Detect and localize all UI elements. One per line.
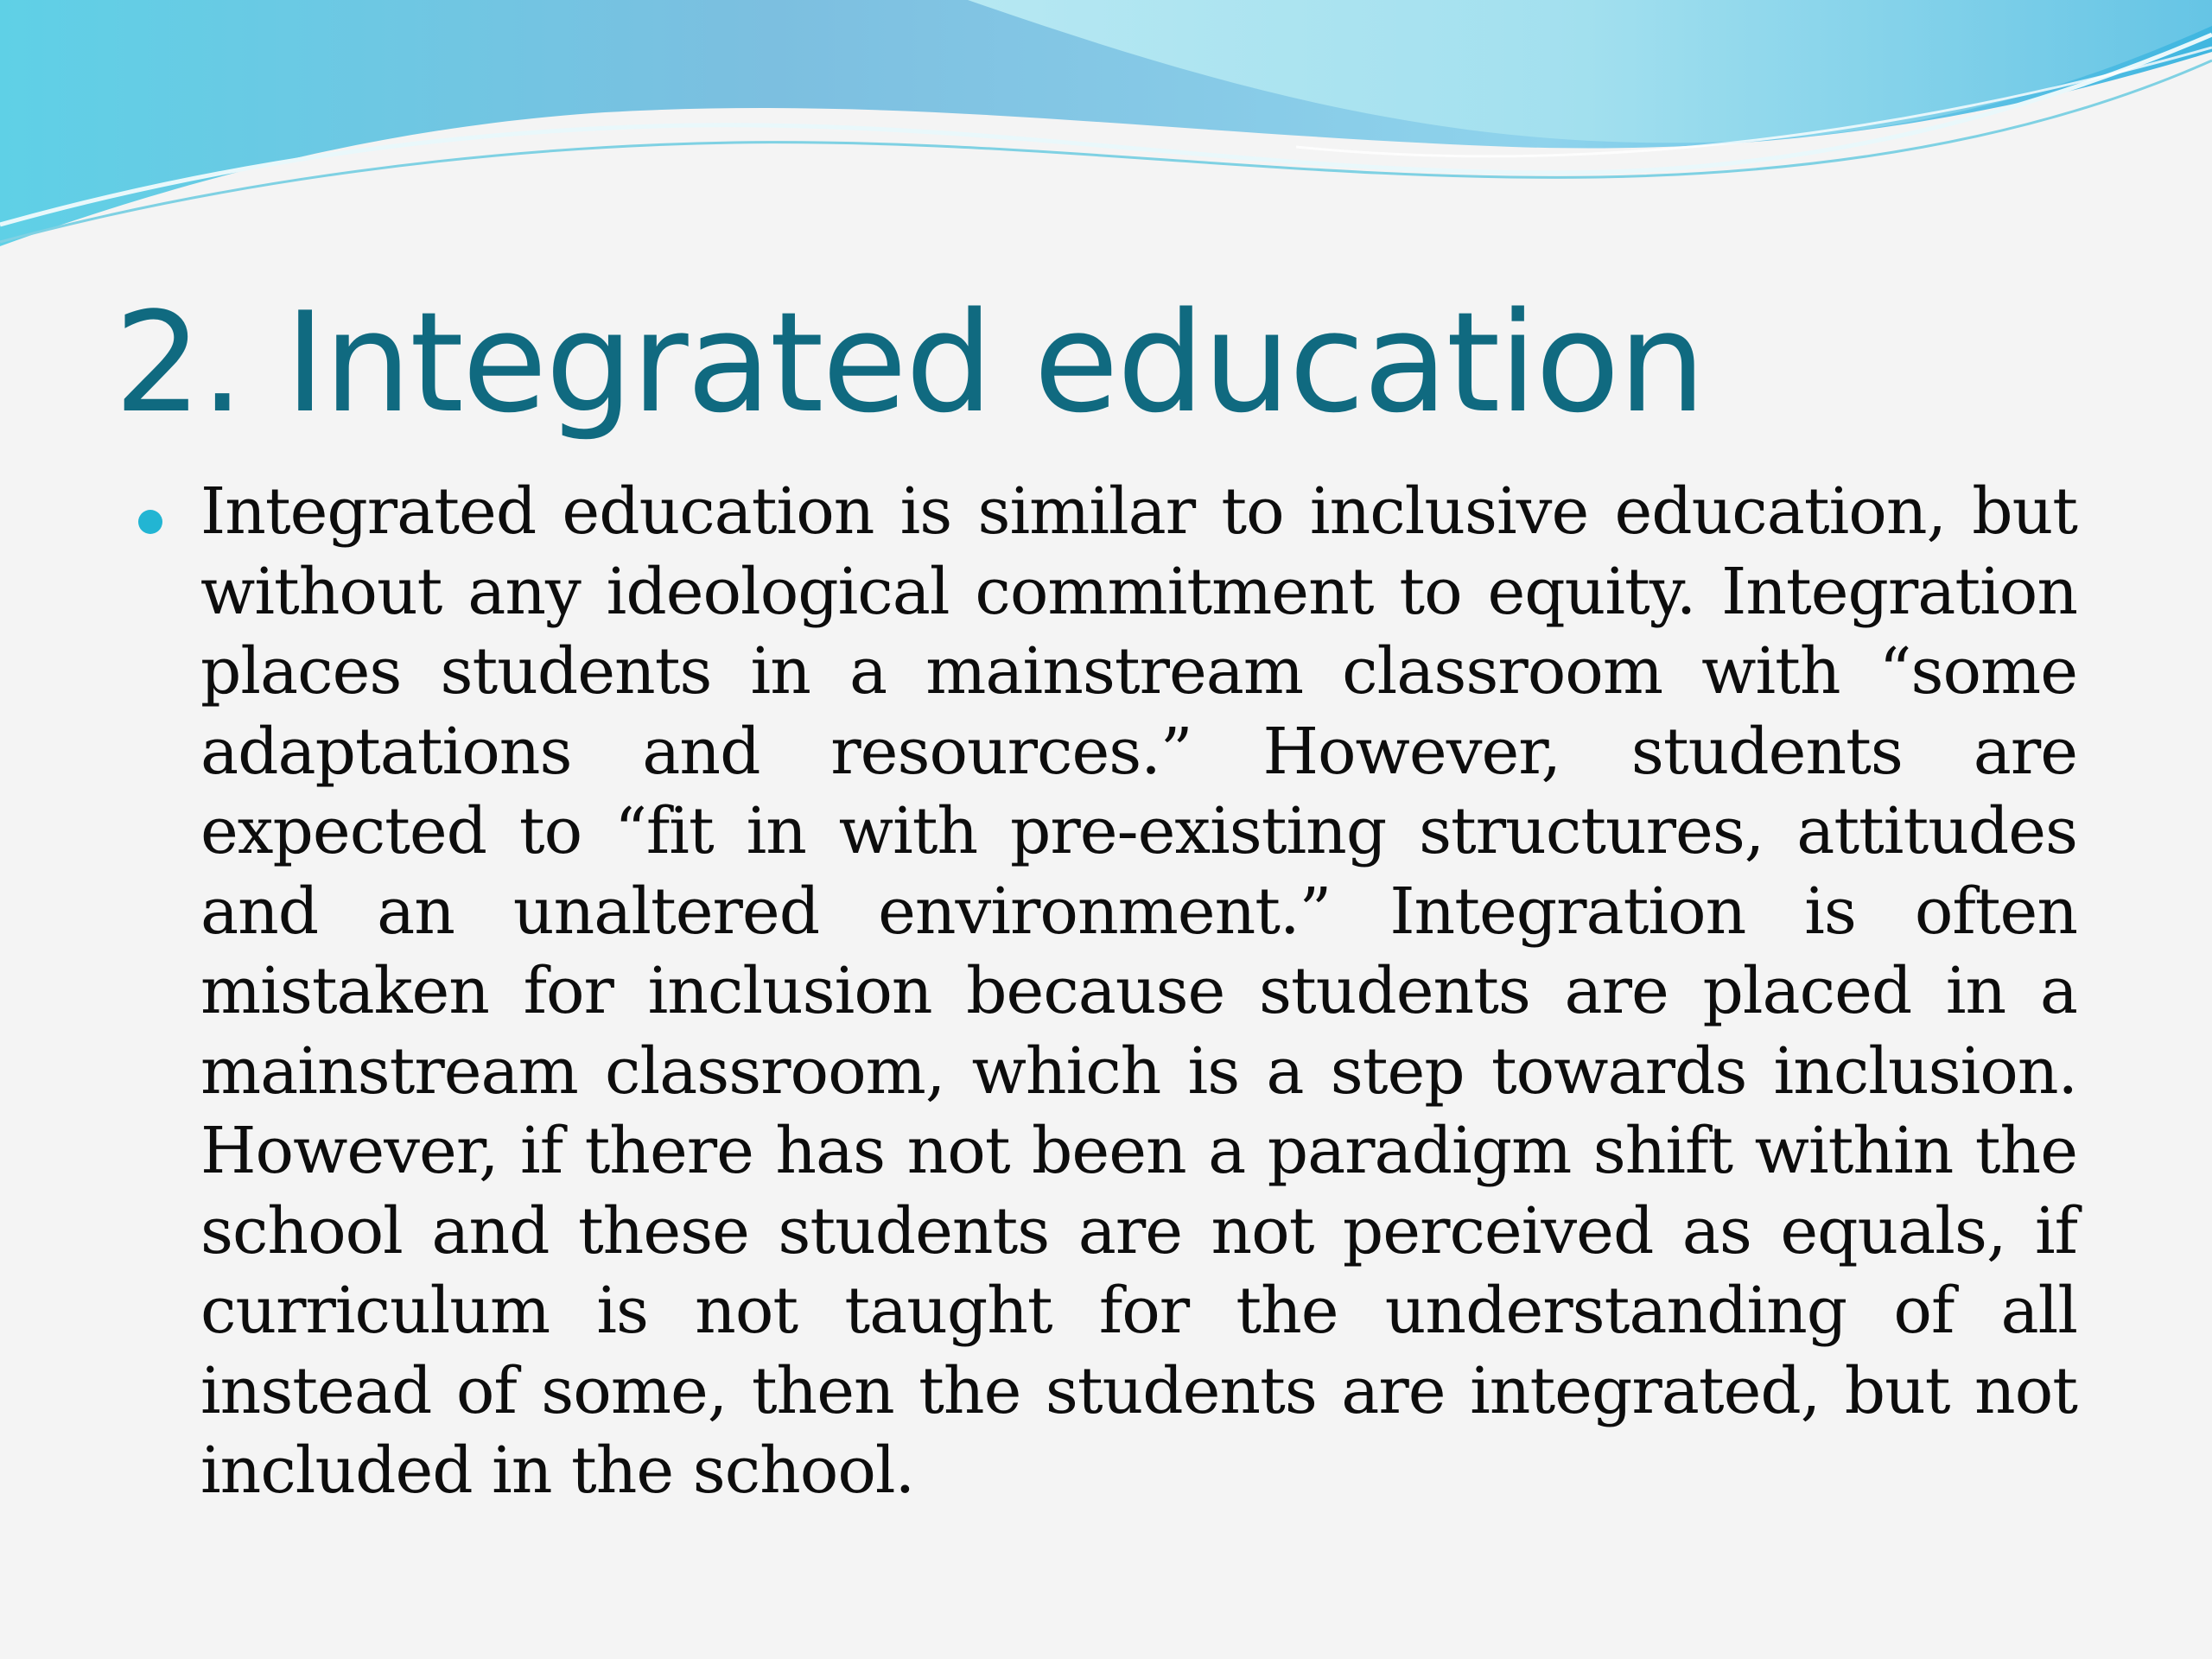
bullet-text: Integrated education is similar to inclusive education, but without any ideological commitment to equity. Integration places students in a mainstream classroom with “some adaptations and resources.” However, students are expected to “fit in with pre-existing structures, attitudes and an unaltered environment.” Integration is often mistaken for inclusion because students are placed in a mainstream classroom, which is a step towards inclusion. However, if there has not been a paradigm shift within the school and these students are not perceived as equals, if curriculum is not taught for the understanding of all instead of some, then the students are integrated, but not included in the school. <box>200 474 2077 1508</box>
bullet-dot-icon <box>138 510 162 534</box>
slide-title: 2. Integrated education <box>114 282 1705 443</box>
bullet-item <box>200 472 2077 1511</box>
